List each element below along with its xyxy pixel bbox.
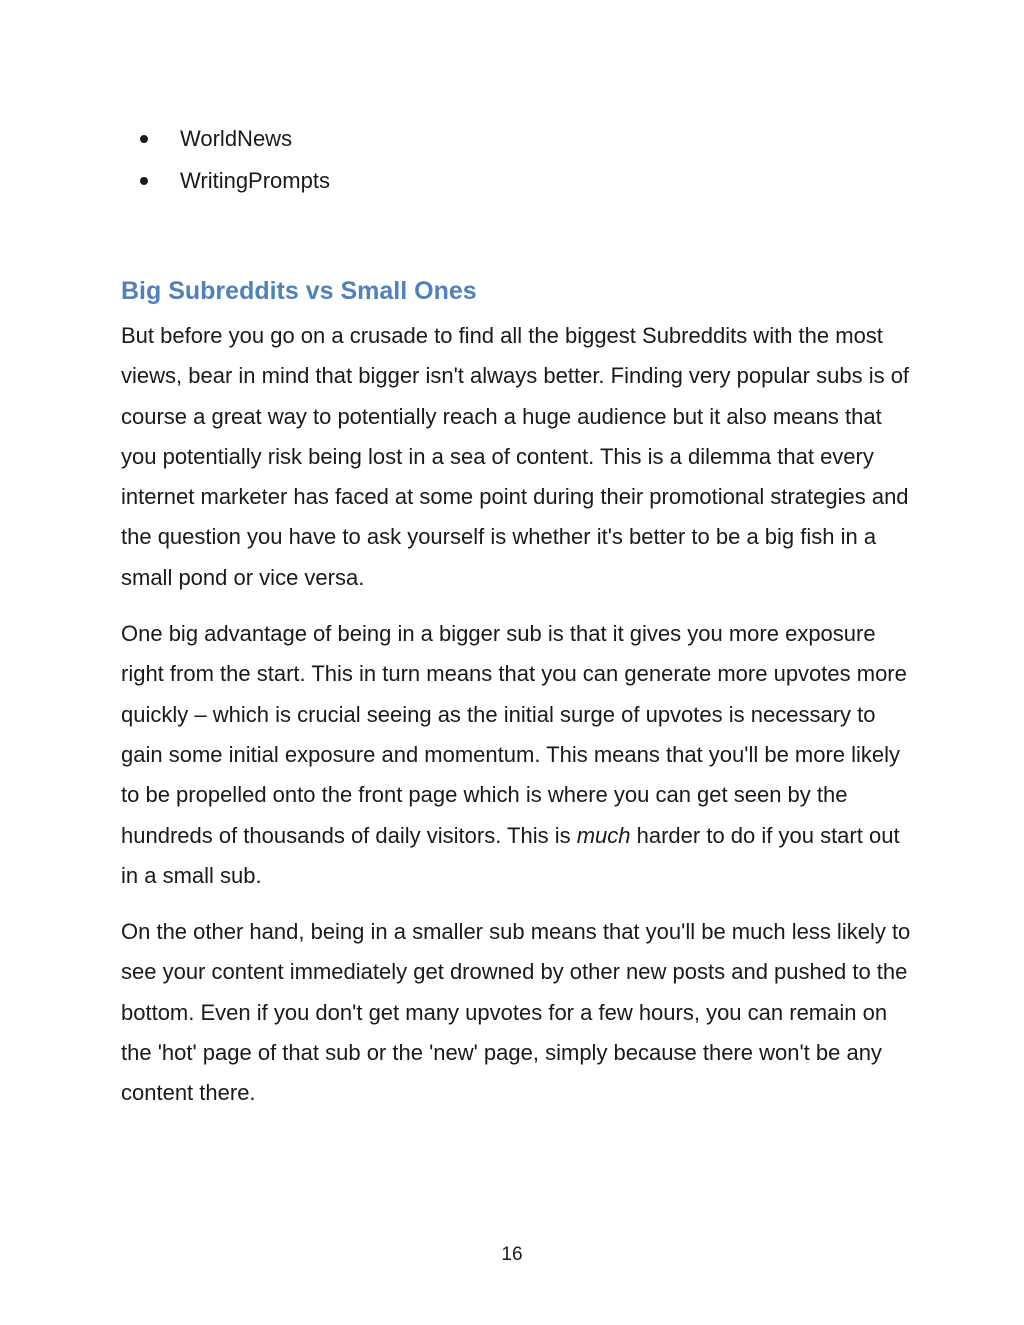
- list-item: [140, 160, 330, 202]
- paragraph-1: But before you go on a crusade to find all the biggest Subreddits with the most views, bear in mind that bigger isn't always better. Finding very popular subs is of course a great way to potentially reach a huge audience but it also means that you potentially risk being lost in a sea of content. This is a dilemma that every internet marketer has faced at some point during their promotional strategies and the question you have to ask yourself is whether it's better to be a big fish in a small pond or vice versa.: [121, 323, 910, 590]
- section-heading: Big Subreddits vs Small Ones: [121, 277, 477, 305]
- bullet-icon: [140, 135, 148, 143]
- list-item: [140, 118, 330, 160]
- paragraph-3: On the other hand, being in a smaller sub means that you'll be much less likely to see your content immediately get drowned by other new posts and pushed to the bottom. Even if you don't get many upvotes for a few hours, you can remain on the 'hot' page of that sub or the 'new' page, simply because there won't be any content there.: [121, 919, 911, 1106]
- emphasis-text: much: [576, 822, 631, 848]
- list-item-text: WritingPrompts: [180, 168, 330, 193]
- bullet-list: [140, 118, 330, 202]
- section-body: [121, 316, 921, 1130]
- paragraph-2: [121, 614, 921, 896]
- bullet-icon: [140, 177, 148, 185]
- page-number: 16: [501, 1244, 523, 1265]
- paragraph-2-text-a: One big advantage of being in a bigger sub is that it gives you more exposure right from the start. This in turn means that you can generate more upvotes more quickly – which is crucial seeing as the initial surge of upvotes is necessary to gain some initial exposure and momentum. This means that you'll be more likely to be propelled onto the front page which is where you can get seen by the hundreds of thousands of daily visitors. This is: [121, 621, 907, 848]
- list-item-text: WorldNews: [180, 126, 293, 151]
- paragraph-2-text-b: harder to do if you start out in a small sub.: [121, 822, 900, 888]
